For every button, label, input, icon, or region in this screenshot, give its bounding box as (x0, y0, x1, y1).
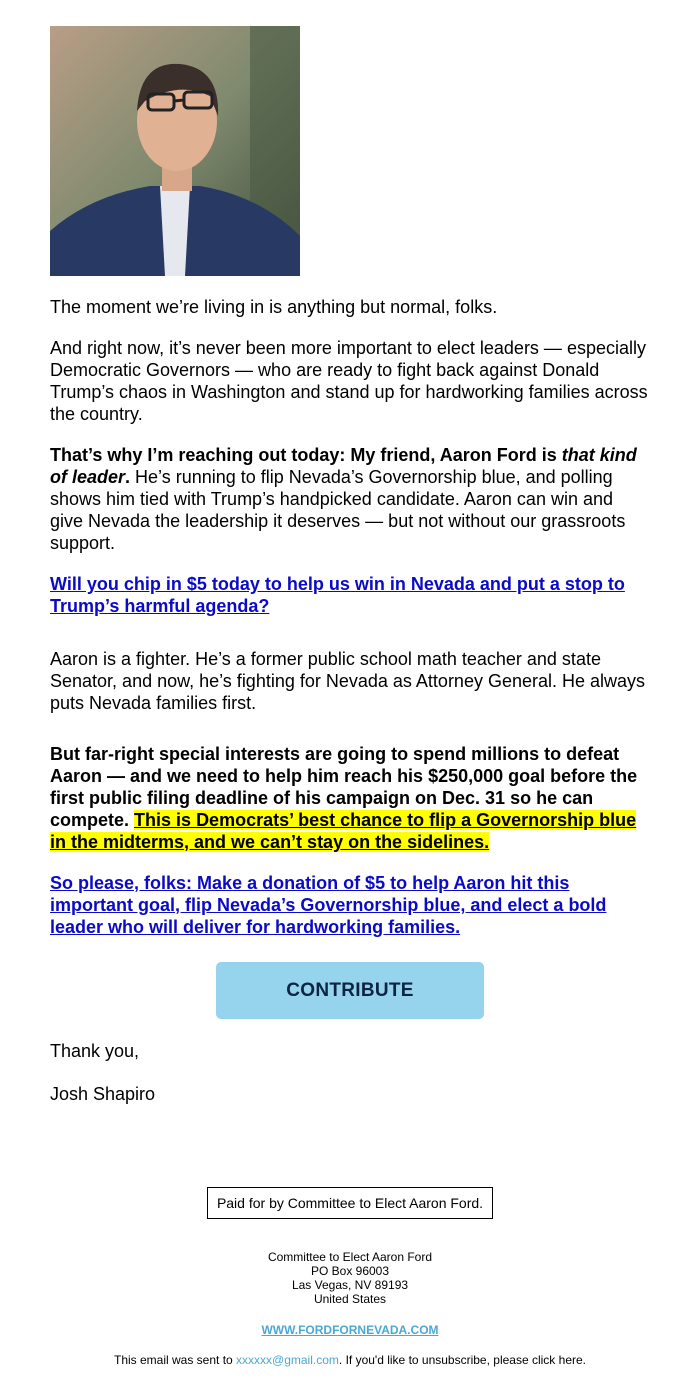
bold-text: That’s why I’m reaching out today: My friend, Aaron Ford is (50, 445, 562, 465)
signature: Josh Shapiro (50, 1084, 156, 1104)
donate-link-chip-in[interactable]: Will you chip in $5 today to help us win in Nevada and put a stop to Trump’s harmful agenda? (50, 574, 625, 616)
donate-link-make-donation[interactable]: So please, folks: Make a donation of $5 to help Aaron hit this important goal, flip Nevada’s Governorship blue, and elect a bold leader who will deliver for hardworking families. (50, 873, 607, 937)
bold-text-end: . (125, 467, 131, 487)
portrait-photo (50, 26, 300, 276)
bold-text: But far-right special interests are going to spend millions to defeat Aaron — and we need to help him reach his $250,000 goal before the first public filing deadline of his campaign on Dec. 31 so he can compete. (50, 744, 638, 830)
address-line: Las Vegas, NV 89193 (291, 1278, 409, 1292)
website-link[interactable]: WWW.FORDFORNEVADA.COM (261, 1323, 439, 1337)
recipient-email[interactable]: xxxxxx@gmail.com (236, 1353, 339, 1367)
paragraph-text: He’s running to flip Nevada’s Governorship blue, and polling shows him tied with Trump’s handpicked candidate. Aaron can win and give Nevada the leadership it deserves — but not without our grassroots support. (50, 467, 626, 553)
mailing-address (0, 1250, 700, 1306)
paragraph-aaron-ford (50, 444, 650, 554)
paragraph-leaders: And right now, it’s never been more important to elect leaders — especially Democratic Governors — who are ready to fight back against Donald Trump’s chaos in Washington and stand up for hardworking families across the country. (50, 338, 648, 424)
paragraph-fighter: Aaron is a fighter. He’s a former public school math teacher and state Senator, and now, he’s fighting for Nevada as Attorney General. He always puts Nevada families first. (50, 649, 646, 713)
address-line: United States (313, 1292, 387, 1306)
signoff: Thank you, (50, 1041, 140, 1061)
unsubscribe-text[interactable]: . If you'd like to unsubscribe, please click here. (338, 1353, 586, 1367)
paragraph-intro: The moment we’re living in is anything but normal, folks. (50, 297, 498, 317)
contribute-button[interactable]: CONTRIBUTE (216, 962, 484, 1019)
paragraph-goal (50, 743, 650, 853)
paid-for-disclaimer: Paid for by Committee to Elect Aaron Ford. (207, 1187, 493, 1219)
address-line: Committee to Elect Aaron Ford (267, 1250, 433, 1264)
email-body (50, 26, 650, 1105)
highlighted-text: This is Democrats’ best chance to flip a Governorship blue in the midterms, and we can’t stay on the sidelines. (50, 810, 637, 852)
address-line: PO Box 96003 (310, 1264, 390, 1278)
unsubscribe-notice (0, 1353, 700, 1367)
sent-to-text: This email was sent to (113, 1353, 237, 1367)
footer (0, 1187, 700, 1219)
italic-text: that kind of leader (50, 445, 637, 487)
